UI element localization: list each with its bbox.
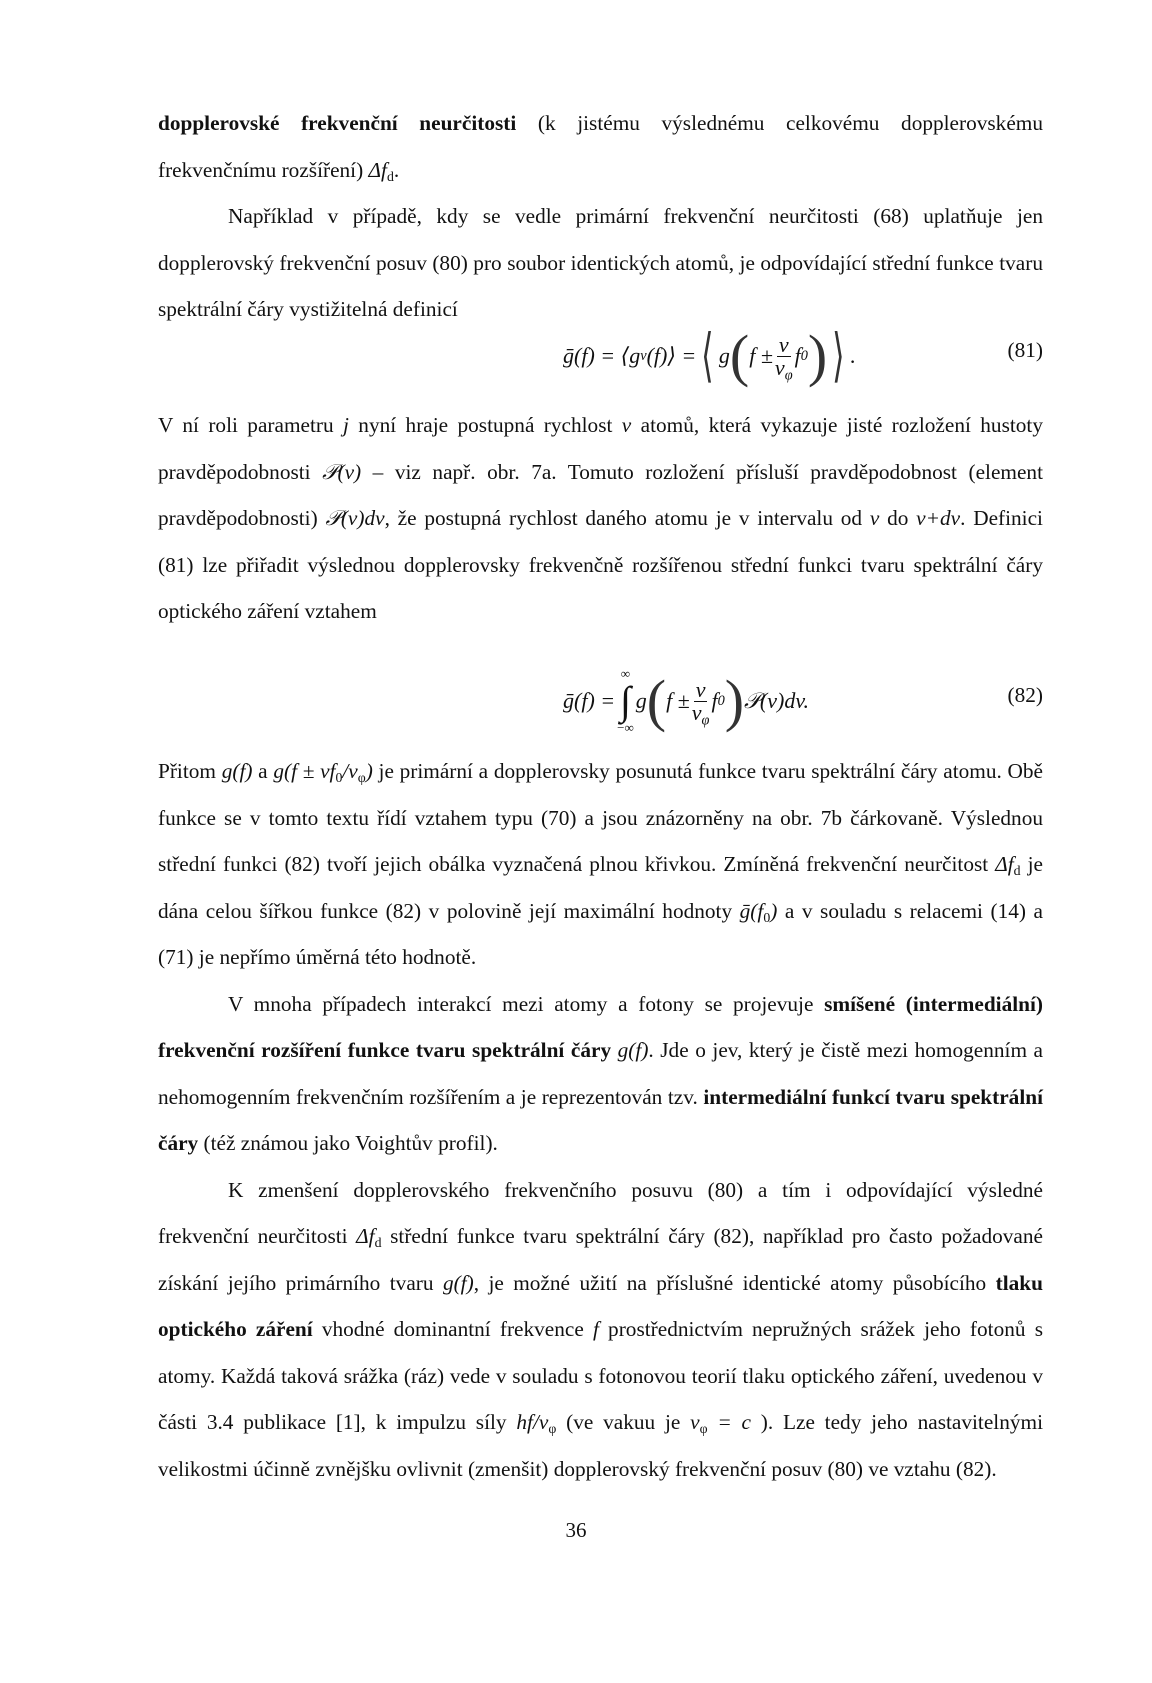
equation-81 [158,310,1043,400]
right-angle-bracket: ⟩ [832,323,845,388]
text-block-bottom [158,748,1043,1492]
page-number: 36 [565,1518,587,1542]
bold-term: tlaku optického záření [158,1270,1043,1341]
fraction-v-over-vphi: $\frac{v}{v_\varphi}$ [774,331,793,383]
text-block-middle [158,402,1043,635]
bold-term: intermediální funkcí tvaru spektrální čáry [158,1084,1043,1155]
paragraph-6: K zmenšení dopplerovského frekvenčního posuvu (80) a tím i odpovídající výsledné frekvenční neurčitosti $\Delta f_d$ střední funkce tvaru spektrální čáry (82), například pro často požadované získání jejího primárního tvaru g(f), je možné užití na příslušné identické atomy působícího tlaku optického záření vhodné dominantní frekvence f prostřednictvím nepružných srážek jeho fotonů s atomy. Každá taková srážka (ráz) vede v souladu s fotonovou teorií tlaku optického záření, uvedenou v části 3.4 publikace [1], k impulzu síly $hf/v_\varphi$ (ve vakuu je $v_\varphi = c$ ). Lze tedy jeho nastavitelnými velikostmi účinně zvnějšku ovlivnit (zmenšit) dopplerovský frekvenční posuv (80) ve vztahu (82). [158,1177,1043,1481]
integral-sign: ∞ ∫ −∞ [617,666,634,735]
bold-term: dopplerovské frekvenční neurčitosti [158,111,517,135]
paragraph-3: V ní roli parametru j nyní hraje postupná rychlost v atomů, která vykazuje jisté rozložení hustoty pravděpodobnosti 𝒫(v) – viz např. obr. 7a. Tomuto rozložení přísluší pravděpodobnost (element pravděpodobnosti) 𝒫(v)dv, že postupná rychlost daného atomu je v intervalu od v do v+dv. Definici (81) lze přiřadit výslednou dopplerovsky frekvenčně rozšířenou střední funkci tvaru spektrální čáry optického záření vztahem [158,413,1043,623]
text-block-top [158,100,1043,333]
left-paren: ( [729,323,750,388]
paragraph-4: Přitom g(f) a $g(f \pm vf_0/v_\varphi)$ je primární a dopplerovsky posunutá funkce tvaru spektrální čáry atomu. Obě funkce se v tomto textu řídí vztahem typu (70) a jsou znázorněny na obr. 7b čárkovaně. Výslednou střední funkci (82) tvoří jejich obálka vyznačená plnou křivkou. Zmíněná frekvenční neurčitost $\Delta f_d$ je dána celou šířkou funkce (82) v polovině její maximální hodnoty $ḡ(f_0)$ a v souladu s relacemi (14) a (71) je nepřímo úměrná této hodnotě. [158,759,1043,969]
right-paren: ) [724,668,745,733]
equation-number-82: (82) [1007,683,1043,707]
left-angle-bracket: ⟨ [701,323,714,388]
bold-term: smíšené (intermediální) frekvenční rozšíření funkce tvaru spektrální čáry [158,991,1044,1062]
equation-number-81: (81) [1007,338,1043,362]
paragraph-2: Například v případě, kdy se vedle primární frekvenční neurčitosti (68) uplatňuje jen dopplerovský frekvenční posuv (80) pro soubor identických atomů, je odpovídající střední funkce tvaru spektrální čáry vystižitelná definicí [158,204,1043,321]
equation-81-body: ḡ(f) = ⟨g v (f)⟩ = ⟨ g ( f ± $\frac{v}{v_\varphi}$ f 0 ) ⟩ . [563,323,856,388]
left-paren: ( [646,668,667,733]
paragraph-5: V mnoha případech interakcí mezi atomy a fotony se projevuje smíšené (intermediální) frekvenční rozšíření funkce tvaru spektrální čáry g(f). Jde o jev, který je čistě mezi homogenním a nehomogenním frekvenčním rozšířením a je reprezentován tzv. intermediální funkcí tvaru spektrální čáry (též známou jako Voightův profil). [158,991,1044,1155]
equation-82 [158,655,1043,745]
paragraph-1: dopplerovské frekvenční neurčitosti (k jistému výslednému celkovému dopplerovskému frekvenčnímu rozšíření) $\Delta f_d$. [158,111,1043,184]
equation-82-body: ḡ(f) = ∞ ∫ −∞ g ( f ± $\frac{v}{v_\varphi}$ f 0 ) 𝒫(v)dv. [563,666,809,735]
right-paren: ) [807,323,828,388]
fraction-v-over-vphi: $\frac{v}{v_\varphi}$ [691,676,710,728]
